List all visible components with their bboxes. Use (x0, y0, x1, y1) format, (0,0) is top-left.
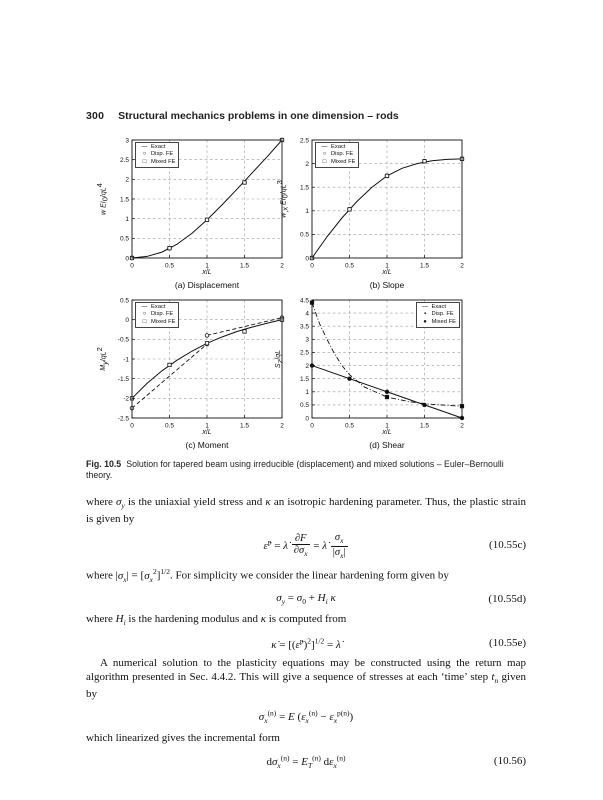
svg-text:2: 2 (305, 362, 309, 370)
y-axis-label: $M_y/qL^2$ (95, 347, 110, 371)
y-axis-label: $S_z/qL$ (275, 349, 285, 369)
square-open-marker-icon: □ (142, 318, 147, 325)
page-header (86, 110, 528, 122)
x-axis-label: x/L (202, 269, 212, 276)
panel-title: (d) Shear (369, 440, 405, 450)
equation: $d\sigma_x^{(n)} = E_T^{(n)}$ $d\varepsilon_x^{(n)}$ (266, 753, 346, 770)
equation-number: (10.55c) (489, 539, 526, 552)
square-open-marker-icon: □ (322, 158, 327, 165)
svg-text:0.5: 0.5 (299, 231, 309, 239)
x-axis-label: x/L (382, 429, 392, 436)
svg-text:0: 0 (125, 255, 129, 263)
chart-legend (135, 142, 179, 168)
equation-10-56 (86, 751, 526, 773)
circle-open-marker-icon: ○ (142, 311, 147, 318)
paragraph: where $|\sigma_x| = [\sigma_x^2]^{1/2}$. For simplicity we consider the linear hardening form given by (86, 566, 449, 584)
circle-open-marker-icon: ○ (322, 151, 327, 158)
svg-text:0: 0 (310, 422, 314, 430)
svg-text:1: 1 (305, 208, 309, 216)
svg-text:2.5: 2.5 (299, 349, 309, 357)
running-title: Structural mechanics problems in one dimension – rods (118, 110, 399, 122)
line-marker-icon: — (141, 304, 148, 310)
svg-text:0.5: 0.5 (299, 402, 309, 410)
y-axis-label: $w_{,x}$ $EI_0/qL^3$ (275, 180, 290, 218)
svg-text:3.5: 3.5 (299, 323, 309, 331)
y-axis-label: w $EI_0/qL^4$ (95, 183, 110, 215)
svg-text:-0.5: -0.5 (117, 336, 129, 344)
svg-text:1.5: 1.5 (239, 262, 250, 270)
legend-label: Exact (151, 144, 166, 150)
equation-10-55c (86, 532, 526, 561)
chart-legend (135, 302, 179, 328)
svg-text:0.5: 0.5 (344, 262, 355, 270)
svg-text:0: 0 (305, 415, 309, 423)
square-filled-marker-icon: ▪ (423, 311, 427, 318)
chart-legend (416, 302, 460, 328)
circle-open-marker-icon: ○ (142, 151, 147, 158)
svg-text:1.5: 1.5 (239, 422, 250, 430)
legend-entry (138, 304, 175, 311)
legend-entry (318, 144, 355, 151)
svg-text:4.5: 4.5 (299, 297, 309, 305)
equation-10-55e (86, 635, 526, 653)
chart-a-displacement (86, 133, 296, 293)
panel-title: (b) Slope (369, 280, 405, 290)
legend-label: Exact (151, 304, 166, 310)
paragraph: where $\sigma_y$ is the uniaxial yield stress and κ an isotropic hardening parameter. Thus, the plastic strain is given by (86, 496, 527, 525)
svg-text:-2.5: -2.5 (117, 415, 129, 423)
svg-text:1.5: 1.5 (299, 375, 309, 383)
svg-text:1: 1 (125, 215, 129, 223)
svg-text:1: 1 (305, 389, 309, 397)
x-axis-label: x/L (382, 269, 392, 276)
svg-text:0.5: 0.5 (119, 235, 129, 243)
equation-number: (10.56) (493, 754, 526, 767)
line-marker-icon: — (141, 144, 148, 150)
svg-text:0.5: 0.5 (344, 422, 355, 430)
circle-filled-marker-icon: ● (423, 318, 427, 325)
svg-text:1: 1 (385, 422, 389, 430)
svg-text:1.5: 1.5 (299, 184, 309, 192)
svg-text:0: 0 (125, 316, 129, 324)
paragraph: which linearized gives the incremental form (86, 732, 280, 745)
svg-text:3: 3 (305, 336, 309, 344)
legend-entry (419, 319, 456, 326)
equation-number: (10.55e) (489, 636, 526, 649)
equation-stress-update (86, 707, 526, 729)
svg-text:0.5: 0.5 (164, 262, 175, 270)
legend-entry (138, 311, 175, 318)
equation: $\sigma_x^{(n)} = E$ $(\varepsilon_x^{(n)} - \varepsilon_x^{p(n)})$ (258, 708, 354, 726)
legend-label: Disp. FE (151, 151, 174, 158)
svg-text:2: 2 (305, 160, 309, 168)
svg-text:0: 0 (305, 255, 309, 263)
legend-label: Disp. FE (331, 151, 354, 158)
svg-text:0: 0 (130, 422, 134, 430)
svg-text:2: 2 (280, 262, 284, 270)
caption-label: Fig. 10.5 (86, 459, 122, 469)
equation-10-55d (86, 592, 526, 609)
panel-title: (c) Moment (185, 440, 229, 450)
legend-label: Mixed FE (151, 318, 176, 325)
legend-label: Exact (431, 304, 447, 310)
legend-label: Disp. FE (151, 311, 174, 318)
legend-entry (138, 144, 175, 151)
legend-entry (138, 151, 175, 158)
chart-d-shear (266, 293, 476, 453)
legend-entry (419, 311, 456, 318)
equation: ε̇$^p$ = λ̇ $\frac{\partial F}{\partial\sigma_x}$ = λ̇ $\frac{\sigma_x}{|\sigma_x|}$ (263, 531, 346, 560)
svg-text:0.5: 0.5 (119, 297, 129, 305)
legend-label: Exact (331, 144, 346, 150)
paragraph: A numerical solution to the plasticity equations may be constructed using the return map algorithm presented in Sec. 4.4.2. This will give a sequence of stresses at each ‘time’ step $t_n$ given by (86, 657, 526, 700)
page-number: 300 (86, 110, 105, 122)
legend-entry (318, 151, 355, 158)
chart-legend (315, 142, 359, 168)
legend-label: Mixed FE (331, 158, 356, 165)
line-marker-icon: — (422, 304, 429, 310)
legend-label: Mixed FE (151, 158, 176, 165)
svg-text:2.5: 2.5 (119, 156, 129, 164)
svg-text:1: 1 (205, 422, 209, 430)
svg-text:1.5: 1.5 (419, 262, 430, 270)
caption-text: Solution for tapered beam using irreducible (displacement) and mixed solutions – Euler–Bernoulli theory. (86, 459, 504, 480)
svg-text:2: 2 (280, 422, 284, 430)
legend-label: Disp. FE (431, 311, 454, 318)
svg-text:1: 1 (385, 262, 389, 270)
svg-text:-2: -2 (123, 395, 129, 403)
figure-caption (86, 459, 530, 481)
legend-label: Mixed FE (431, 318, 456, 325)
svg-text:4: 4 (305, 310, 309, 318)
legend-entry (138, 159, 175, 166)
svg-text:1.5: 1.5 (119, 196, 129, 204)
body-text (86, 496, 526, 777)
svg-text:1: 1 (205, 262, 209, 270)
svg-text:2: 2 (460, 422, 464, 430)
legend-entry (419, 304, 456, 311)
paragraph: where $H_i$ is the hardening modulus and κ is computed from (86, 612, 347, 627)
svg-text:2.5: 2.5 (299, 137, 309, 145)
svg-text:-1.5: -1.5 (117, 375, 129, 383)
equation: $\sigma_y = \sigma_0 + H_i$ κ (276, 591, 336, 606)
svg-text:0: 0 (310, 262, 314, 270)
chart-b-slope (266, 133, 476, 293)
svg-text:3: 3 (125, 137, 129, 145)
square-open-marker-icon: □ (142, 158, 147, 165)
svg-text:2: 2 (125, 176, 129, 184)
equation: κ̇ = [(ε̇$^p$)$^2$]$^{1/2}$ = λ̇ (271, 636, 341, 652)
panel-title: (a) Displacement (174, 280, 240, 290)
svg-text:2: 2 (460, 262, 464, 270)
chart-c-moment (86, 293, 296, 453)
svg-text:0: 0 (130, 262, 134, 270)
figure-10-5 (86, 133, 531, 458)
legend-entry (318, 159, 355, 166)
x-axis-label: x/L (202, 429, 212, 436)
line-marker-icon: — (321, 144, 328, 150)
legend-entry (138, 319, 175, 326)
svg-text:1.5: 1.5 (419, 422, 430, 430)
svg-text:0.5: 0.5 (164, 422, 175, 430)
equation-number: (10.55d) (488, 593, 526, 606)
svg-text:-1: -1 (123, 356, 129, 364)
